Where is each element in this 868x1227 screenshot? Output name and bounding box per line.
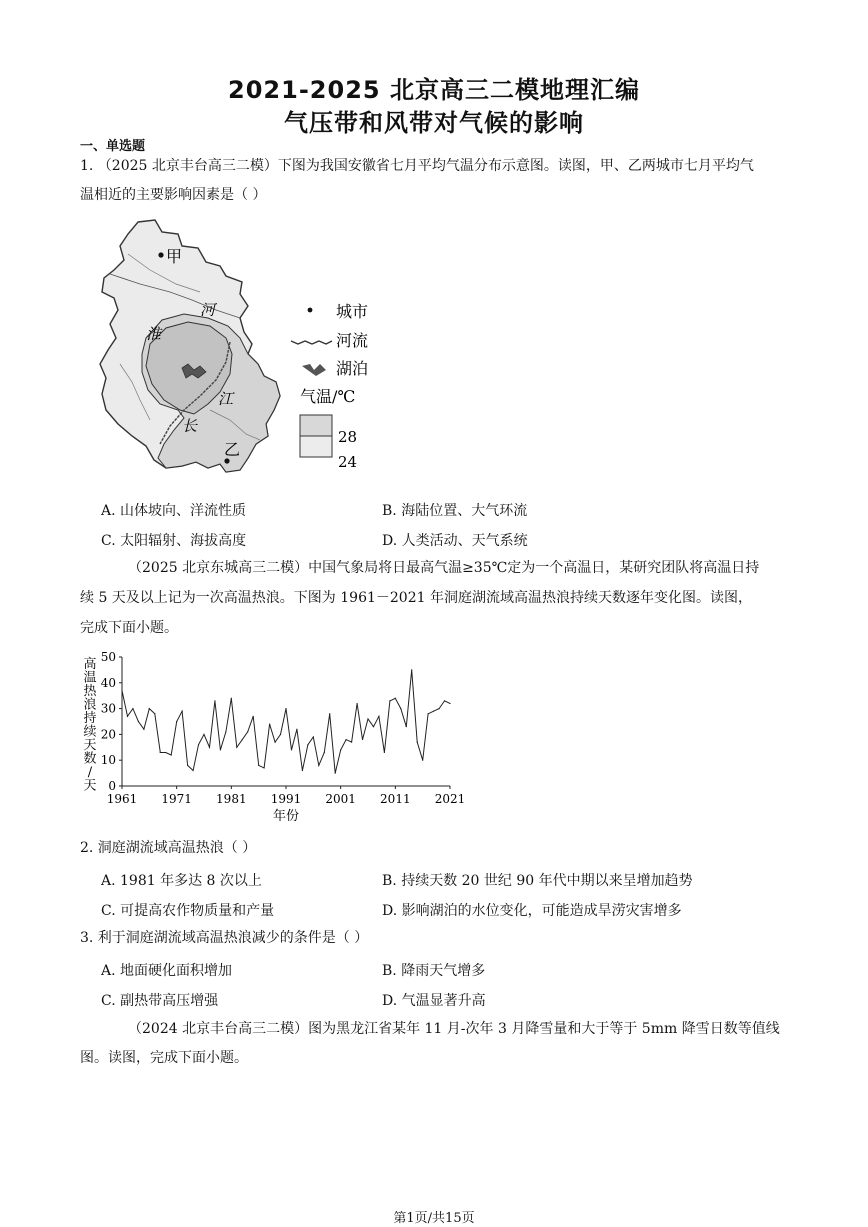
chart-series-line — [122, 670, 450, 773]
data-point — [253, 716, 254, 717]
data-point — [236, 747, 237, 748]
data-point — [220, 749, 221, 750]
y-axis-label-char: 天 — [83, 778, 97, 794]
x-tick-label: 2001 — [325, 792, 356, 806]
data-point — [411, 669, 412, 670]
data-point — [154, 713, 155, 714]
q3-option-a[interactable]: A. 地面硬化面积增加 — [101, 963, 233, 979]
data-point — [127, 716, 128, 717]
city-yi-label: 乙 — [224, 440, 241, 459]
data-point — [258, 765, 259, 766]
data-point — [384, 752, 385, 753]
passage2-line3: 完成下面小题。 — [80, 620, 178, 636]
data-point — [378, 716, 379, 717]
data-point — [225, 731, 226, 732]
data-point — [198, 744, 199, 745]
page-title-line1: 2021-2025 北京高三二模地理汇编 — [228, 76, 640, 104]
x-tick-label: 1981 — [216, 792, 247, 806]
data-point — [395, 698, 396, 699]
city-jia-label: 甲 — [166, 247, 183, 266]
y-tick-label: 50 — [100, 650, 116, 664]
chart-ylabel — [83, 656, 97, 794]
data-point — [291, 749, 292, 750]
data-point — [176, 721, 177, 722]
data-point — [346, 739, 347, 740]
legend-city-label: 城市 — [336, 302, 369, 321]
data-point — [121, 690, 122, 691]
q1-option-b[interactable]: B. 海陆位置、大气环流 — [382, 503, 528, 519]
data-point — [203, 734, 204, 735]
data-point — [389, 700, 390, 701]
label-he: 河 — [200, 301, 216, 319]
y-tick-label: 30 — [100, 701, 116, 716]
city-jia-dot — [158, 252, 163, 257]
page-title-line2: 气压带和风带对气候的影响 — [284, 109, 584, 137]
y-tick-label: 20 — [100, 727, 116, 742]
legend-lake-label: 湖泊 — [336, 359, 369, 378]
data-point — [302, 770, 303, 771]
y-axis-label-char: 持 — [83, 711, 97, 726]
q2-stem: 2. 洞庭湖流域高温热浪（ ） — [80, 840, 257, 856]
passage4-line1: （2024 北京丰台高三二模）图为黑龙江省某年 11 月-次年 3 月降雪量和大于等于 5mm 降雪日数等值线 — [128, 1021, 780, 1037]
q2-option-a[interactable]: A. 1981 年多达 8 次以上 — [101, 873, 262, 889]
y-axis-label-char: 数 — [83, 751, 97, 767]
q1-option-a[interactable]: A. 山体坡向、洋流性质 — [101, 503, 247, 519]
x-tick-label: 2011 — [380, 792, 411, 806]
data-point — [192, 770, 193, 771]
data-point — [296, 729, 297, 730]
data-point — [417, 742, 418, 743]
y-tick-label: 10 — [100, 753, 116, 768]
q1-stem-line2: 温相近的主要影响因素是（ ） — [80, 187, 267, 203]
heatwave-duration-chart — [76, 648, 476, 828]
y-axis-label-char: 续 — [83, 724, 97, 740]
data-point — [351, 742, 352, 743]
data-point — [340, 749, 341, 750]
data-point — [187, 765, 188, 766]
data-point — [318, 765, 319, 766]
q3-option-d[interactable]: D. 气温显著升高 — [382, 993, 486, 1009]
y-axis-label-char: / — [87, 765, 93, 780]
q2-option-b[interactable]: B. 持续天数 20 世纪 90 年代中期以来呈增加趋势 — [382, 873, 693, 889]
passage4-line2: 图。读图，完成下面小题。 — [80, 1050, 248, 1066]
data-point — [367, 718, 368, 719]
data-point — [143, 729, 144, 730]
y-axis-label-char: 天 — [83, 738, 97, 753]
q1-option-c[interactable]: C. 太阳辐射、海拔高度 — [101, 533, 247, 549]
data-point — [362, 739, 363, 740]
data-point — [149, 708, 150, 709]
x-tick-label: 1971 — [161, 792, 192, 806]
q1-stem-line1: 1. （2025 北京丰台高三二模）下图为我国安徽省七月平均气温分布示意图。读图，甲、乙两城市七月平均气 — [80, 158, 754, 174]
chart-xlabel: 年份 — [272, 809, 300, 824]
data-point — [209, 747, 210, 748]
legend-river-label: 河流 — [336, 331, 369, 350]
x-tick-label: 1961 — [106, 792, 138, 806]
legend-28: 28 — [338, 428, 358, 446]
data-point — [132, 708, 133, 709]
legend-city-dot — [308, 308, 313, 313]
legend-lake-icon — [302, 364, 326, 376]
q2-option-c[interactable]: C. 可提高农作物质量和产量 — [101, 903, 275, 919]
data-point — [280, 734, 281, 735]
data-point — [444, 700, 445, 701]
q2-option-d[interactable]: D. 影响湖泊的水位变化，可能造成旱涝灾害增多 — [382, 903, 682, 919]
data-point — [138, 721, 139, 722]
legend-box-lower — [300, 436, 332, 457]
city-yi-dot — [224, 458, 229, 463]
data-point — [171, 754, 172, 755]
label-huai: 淮 — [146, 325, 162, 343]
legend-box-upper — [300, 415, 332, 436]
data-point — [329, 713, 330, 714]
y-axis-label-char: 高 — [83, 657, 97, 672]
data-point — [438, 708, 439, 709]
y-axis-label-char: 浪 — [83, 697, 97, 713]
legend-24: 24 — [338, 453, 358, 471]
x-tick-label: 1991 — [270, 792, 302, 806]
label-chang: 长 — [182, 417, 198, 435]
data-point — [231, 698, 232, 699]
y-tick-label: 40 — [100, 675, 116, 690]
q3-option-b[interactable]: B. 降雨天气增多 — [382, 963, 486, 979]
label-jiang: 江 — [218, 390, 234, 408]
data-point — [400, 708, 401, 709]
data-point — [335, 773, 336, 774]
legend-river-icon — [291, 341, 332, 344]
data-point — [324, 752, 325, 753]
section-heading: 一、单选题 — [80, 139, 146, 154]
y-tick-label: 0 — [108, 779, 116, 793]
x-tick-label: 2021 — [434, 792, 466, 806]
data-point — [247, 731, 248, 732]
q1-option-d[interactable]: D. 人类活动、天气系统 — [382, 533, 528, 549]
data-point — [264, 767, 265, 768]
legend-temp-label: 气温/℃ — [300, 387, 356, 406]
data-point — [428, 713, 429, 714]
q3-stem: 3. 利于洞庭湖流域高温热浪减少的条件是（ ） — [80, 930, 369, 946]
data-point — [160, 752, 161, 753]
data-point — [433, 711, 434, 712]
page-footer: 第1页/共15页 — [393, 1211, 475, 1226]
anhui-temperature-map — [80, 214, 400, 484]
data-point — [406, 726, 407, 727]
data-point — [373, 726, 374, 727]
data-point — [307, 744, 308, 745]
passage2-line2: 续 5 天及以上记为一次高温热浪。下图为 1961－2021 年洞庭湖流域高温热浪持续天数逐年变化图。读图， — [80, 590, 752, 606]
data-point — [182, 711, 183, 712]
y-axis-label-char: 温 — [83, 670, 97, 686]
data-point — [214, 700, 215, 701]
passage2-line1: （2025 北京东城高三二模）中国气象局将日最高气温≥35℃定为一个高温日，某研究团队将高温日持 — [128, 560, 760, 576]
data-point — [313, 736, 314, 737]
data-point — [165, 752, 166, 753]
data-point — [242, 739, 243, 740]
data-point — [449, 703, 450, 704]
data-point — [356, 703, 357, 704]
data-point — [285, 708, 286, 709]
data-point — [422, 760, 423, 761]
data-point — [274, 742, 275, 743]
data-point — [269, 723, 270, 724]
q3-option-c[interactable]: C. 副热带高压增强 — [101, 993, 219, 1009]
y-axis-label-char: 热 — [83, 684, 97, 699]
